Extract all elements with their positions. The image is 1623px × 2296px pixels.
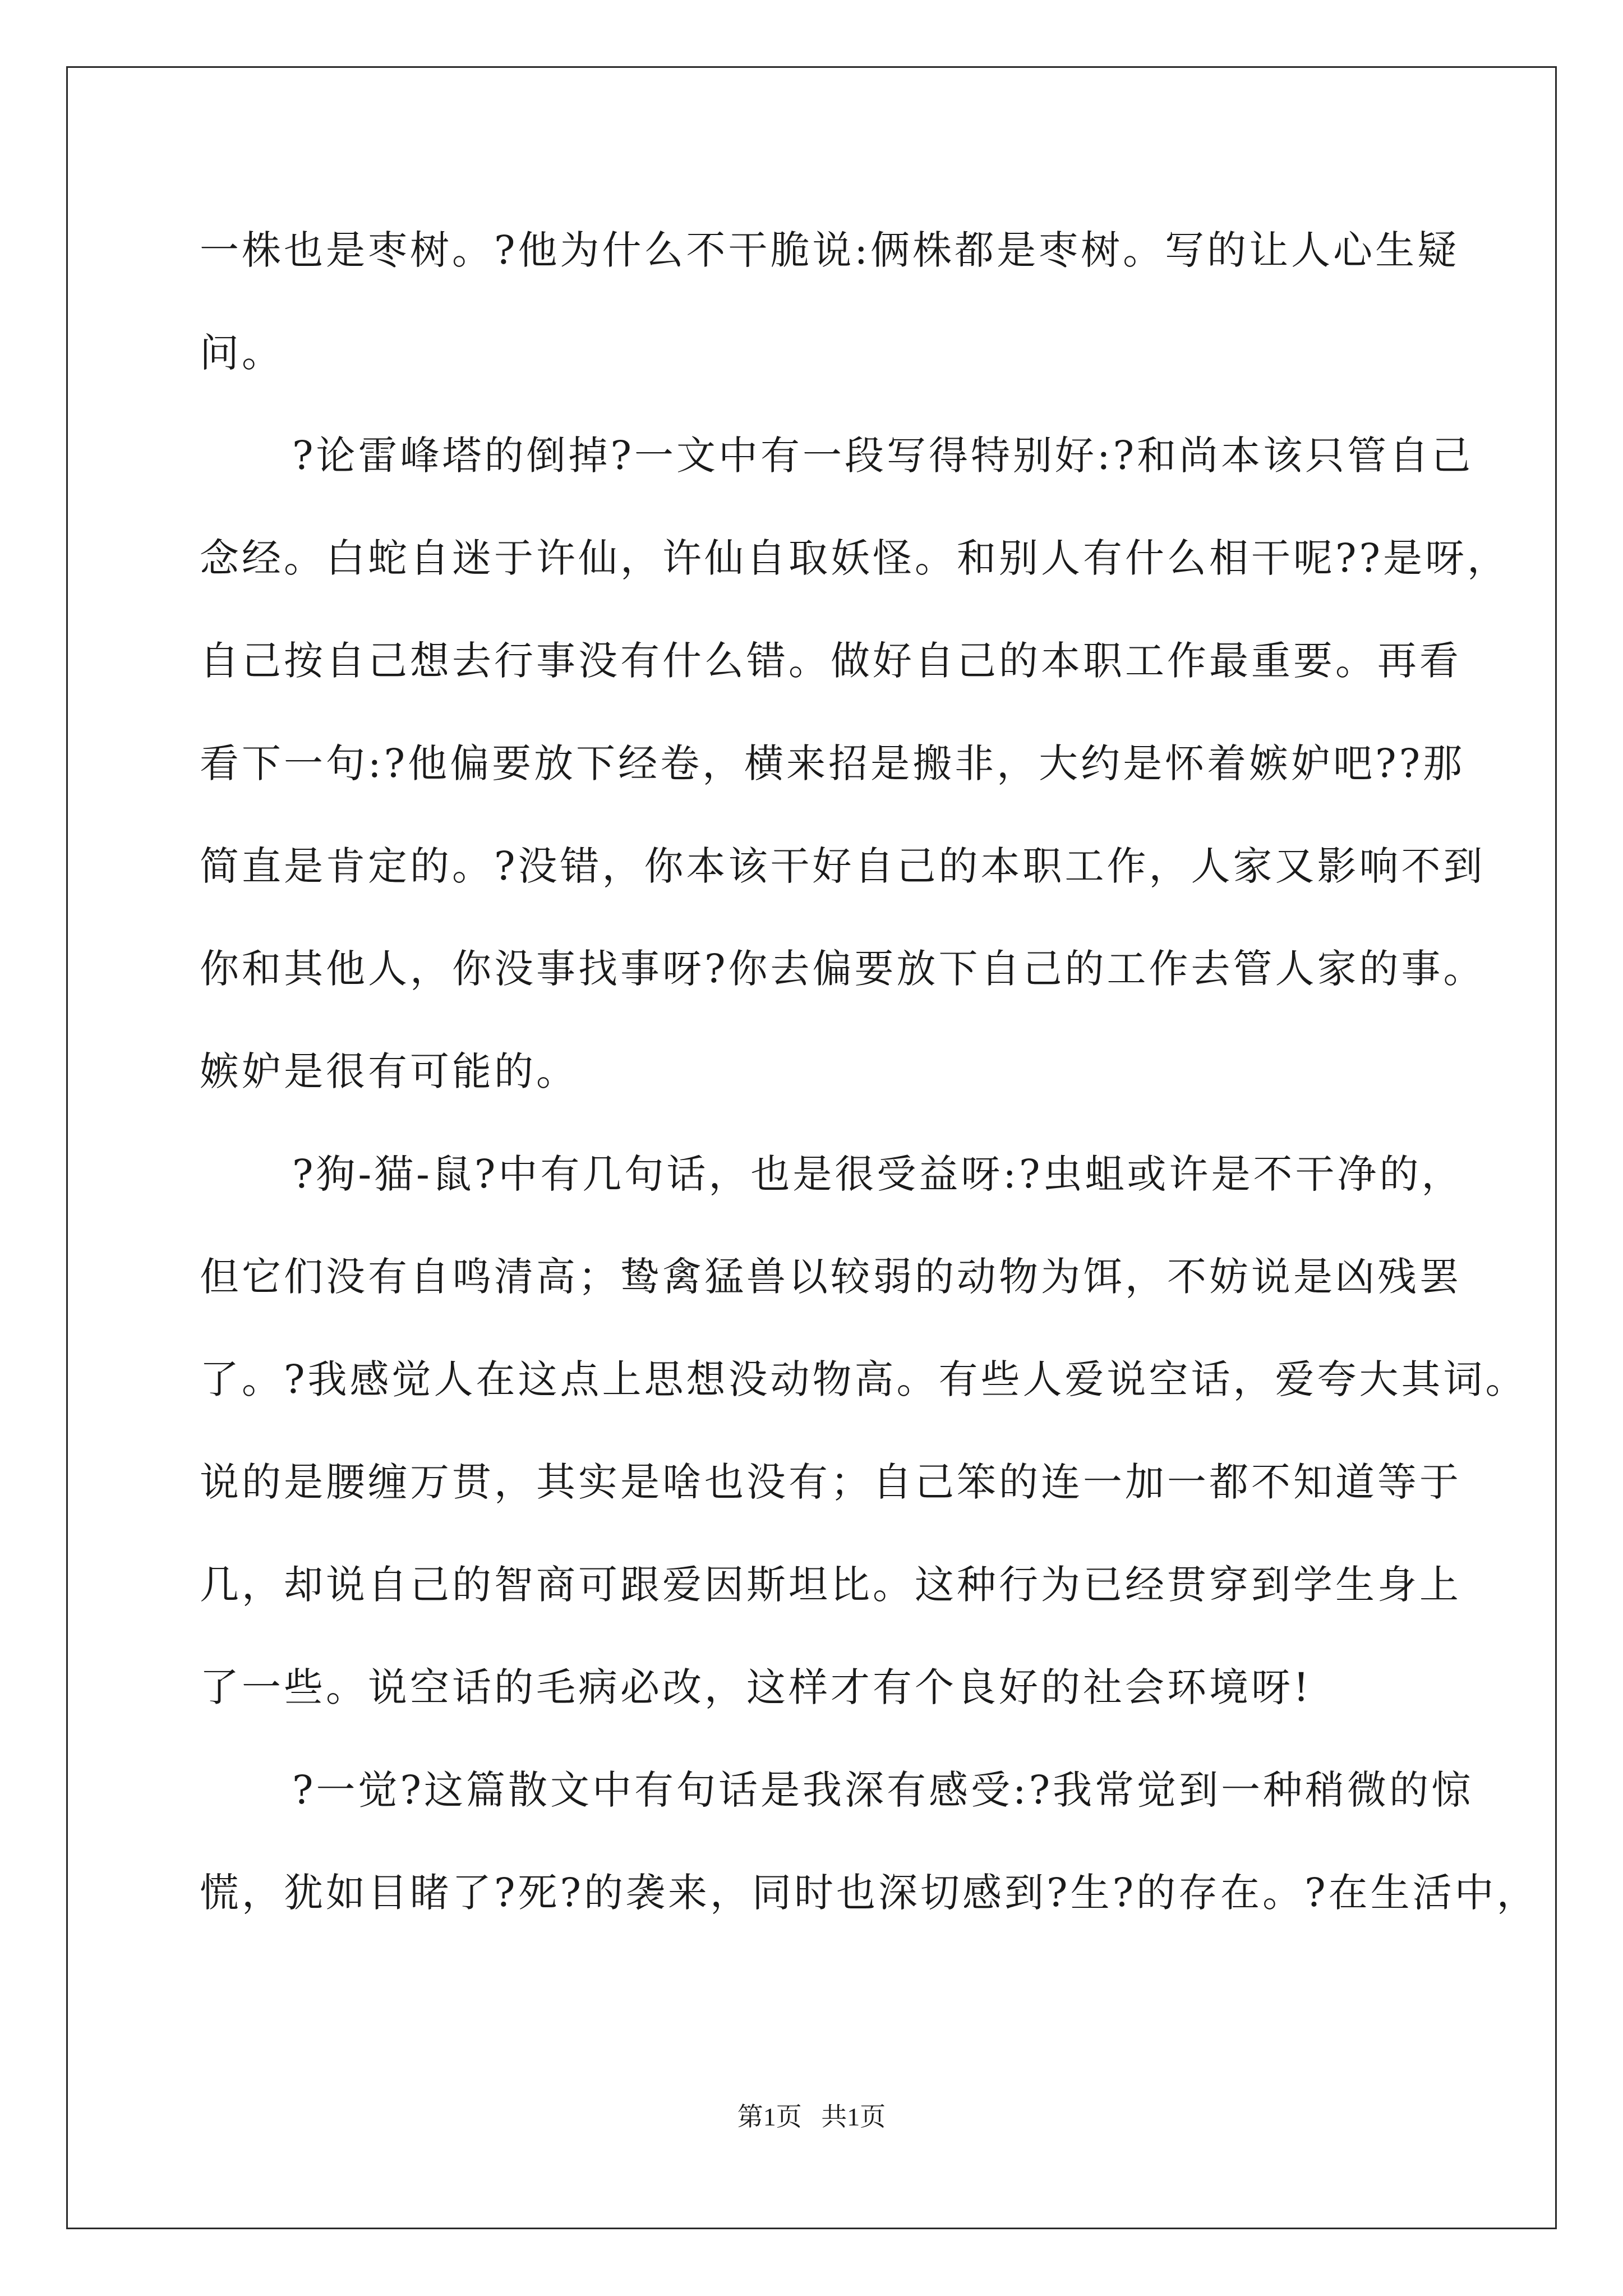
text-line: 几，却说自己的智商可跟爱因斯坦比。这种行为已经贯穿到学生身上	[200, 1562, 1461, 1608]
text-line: ?狗-猫-鼠?中有几句话，也是很受益呀:?虫蛆或许是不干净的，	[292, 1151, 1464, 1197]
text-line: 简直是肯定的。?没错，你本该干好自己的本职工作，人家又影响不到	[200, 843, 1486, 889]
text-line: 了。?我感觉人在这点上思想没动物高。有些人爱说空话，爱夸大其词。	[200, 1356, 1528, 1402]
text-line: 嫉妒是很有可能的。	[200, 1048, 578, 1094]
text-line: ?一觉?这篇散文中有句话是我深有感受:?我常觉到一种稍微的惊	[292, 1767, 1474, 1813]
page-footer: 第1页 共1页	[737, 2102, 886, 2131]
text-line: 念经。白蛇自迷于许仙，许仙自取妖怪。和别人有什么相干呢??是呀，	[200, 535, 1510, 581]
text-line: 你和其他人，你没事找事呀?你去偏要放下自己的工作去管人家的事。	[200, 946, 1486, 992]
text-line: 慌，犹如目睹了?死?的袭来，同时也深切感到?生?的存在。?在生活中，	[200, 1870, 1539, 1916]
text-line: ?论雷峰塔的倒掉?一文中有一段写得特别好:?和尚本该只管自己	[292, 432, 1474, 478]
text-line: 自己按自己想去行事没有什么错。做好自己的本职工作最重要。再看	[200, 638, 1461, 684]
text-line: 问。	[200, 330, 284, 376]
document-body	[200, 199, 1539, 1944]
text-line: 看下一句:?他偏要放下经卷，横来招是搬非，大约是怀着嫉妒吧??那	[200, 740, 1465, 786]
text-line: 一株也是枣树。?他为什么不干脆说:俩株都是枣树。写的让人心生疑	[200, 227, 1460, 273]
text-line: 但它们没有自鸣清高；鸷禽猛兽以较弱的动物为饵，不妨说是凶残罢	[200, 1254, 1461, 1300]
text-line: 了一些。说空话的毛病必改，这样才有个良好的社会环境呀!	[200, 1664, 1312, 1710]
text-line: 说的是腰缠万贯，其实是啥也没有；自己笨的连一加一都不知道等于	[200, 1459, 1461, 1505]
